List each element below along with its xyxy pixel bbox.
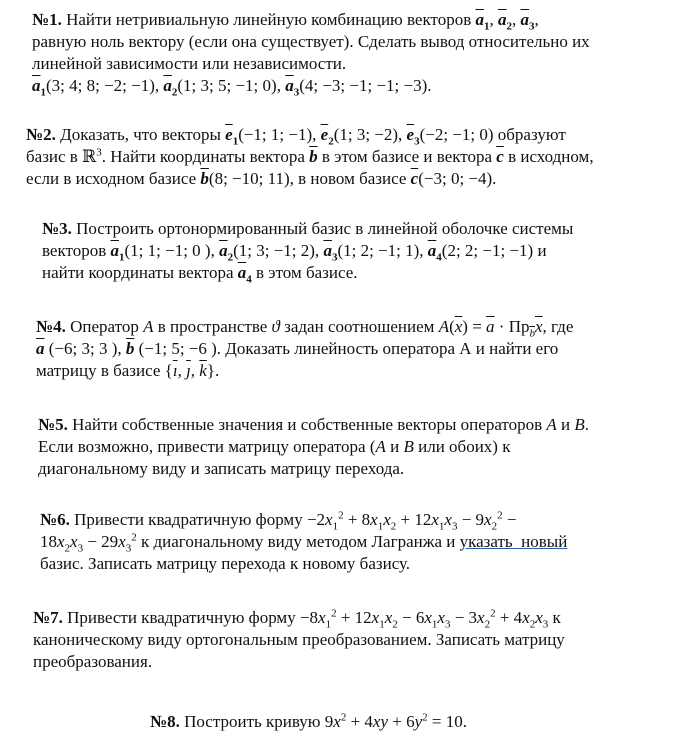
problem-6 <box>40 509 567 575</box>
problem-3-line-2: векторов $\overline{a}_1(1$; 1; −1; 0 ), $\overline{a}_2(1$; 3; −1; 2), $\overline{a}_3(1$; 2; −1; 1), $\overline{a}_4(2$; 2; −1; −1) и <box>42 241 547 264</box>
problem-8 <box>150 711 467 733</box>
problem-7-line-3: преобразования. <box>33 652 153 671</box>
problem-1-line-2: равную ноль вектору (если она существует). Сделать вывод относительно их <box>32 32 590 51</box>
problem-5 <box>38 414 589 480</box>
problem-5-number: №5. <box>38 415 68 434</box>
problem-1-line-3: линейной зависимости или независимости. <box>32 54 347 73</box>
problem-7-line-2: каноническому виду ортогональным преобразованием. Записать матрицу <box>33 630 565 649</box>
problem-6-line-2: $18x_2x_3 - 29x_3^2$ к диагональному виду методом Лагранжа и указать новый <box>40 531 568 555</box>
problem-5-line-3: диагональному виду и записать матрицу перехода. <box>38 459 405 478</box>
problem-5-line-2: Если возможно, привести матрицу оператора (A и B или обоих) к <box>38 437 511 456</box>
problem-2-line-2: базис в ℝ$^3$. Найти координаты вектора $\overline{b}$ в этом базисе и вектора $\overline{c}$ в исходном, <box>26 146 594 166</box>
problem-1 <box>32 9 590 97</box>
problem-7 <box>33 607 565 673</box>
problem-4-line-2: $\overline{a}$ (−6; 3; 3 ), $\overline{b}$ (−1; 5; −6 ). Доказать линейность оператора А и найти его <box>36 339 559 358</box>
problem-2-number: №2. <box>26 125 56 144</box>
problem-3-line-1: №3. Построить ортонормированный базис в линейной оболочке системы <box>42 219 574 238</box>
problem-1-line-1: №1. Найти нетривиальную линейную комбинацию векторов $\overline{a}_1$, $\overline{a}_2$, $\overline{a}_3$, <box>32 10 539 33</box>
problem-2-line-3: если в исходном базисе $\overline{b}(8$; −10; 11), в новом базисе $\overline{c}(-3$; 0; −4). <box>26 169 497 188</box>
problem-4-line-1: №4. Оператор A в пространстве ϑ задан соотношением $A(\overline{x}) = \overline{a} \cdot Пр_{\overline{b}}\overline{x}$, где <box>36 317 574 340</box>
problem-7-line-1: №7. Привести квадратичную форму $-8x_1^2 + 12x_1x_2 - 6x_1x_3 - 3x_2^2 + 4x_2x_3$ к <box>33 607 561 631</box>
problem-6-line-3: базис. Записать матрицу перехода к новому базису. <box>40 554 411 573</box>
problem-5-line-1: №5. Найти собственные значения и собственные векторы операторов A и B. <box>38 415 590 434</box>
problem-3 <box>42 218 573 284</box>
problem-2 <box>26 124 594 190</box>
problem-2-line-1: №2. Доказать, что векторы $\overline{e}_1(-1$; 1; −1), $\overline{e}_2(1$; 3; −2), $\overline{e}_3(-2$; −1; 0) образуют <box>26 125 566 148</box>
problem-6-line-1: №6. Привести квадратичную форму $-2x_1^2 + 8x_1x_2 + 12x_1x_3 - 9x_2^2$ − <box>40 509 517 533</box>
problem-8-number: №8. <box>150 712 180 731</box>
problem-6-number: №6. <box>40 510 70 529</box>
problem-7-number: №7. <box>33 608 63 627</box>
problem-1-number: №1. <box>32 10 62 29</box>
problem-4-number: №4. <box>36 317 66 336</box>
problem-8-line-1: №8. Построить кривую $9x^2 + 4xy + 6y^2 = 10$. <box>150 711 467 731</box>
problem-3-line-3: найти координаты вектора $\overline{a}_4$ в этом базисе. <box>42 263 358 286</box>
problem-4 <box>36 316 573 382</box>
problem-4-line-3: матрицу в базисе {$\overline{ı}$, $\overline{ȷ}$, $\overline{k}$}. <box>36 361 220 380</box>
problem-3-number: №3. <box>42 219 72 238</box>
problem-1-line-4: $\overline{a}_1(3$; 4; 8; −2; −1), $\overline{a}_2(1$; 3; 5; −1; 0), $\overline{a}_3(4$; −3; −1; −1; −3). <box>32 76 432 99</box>
